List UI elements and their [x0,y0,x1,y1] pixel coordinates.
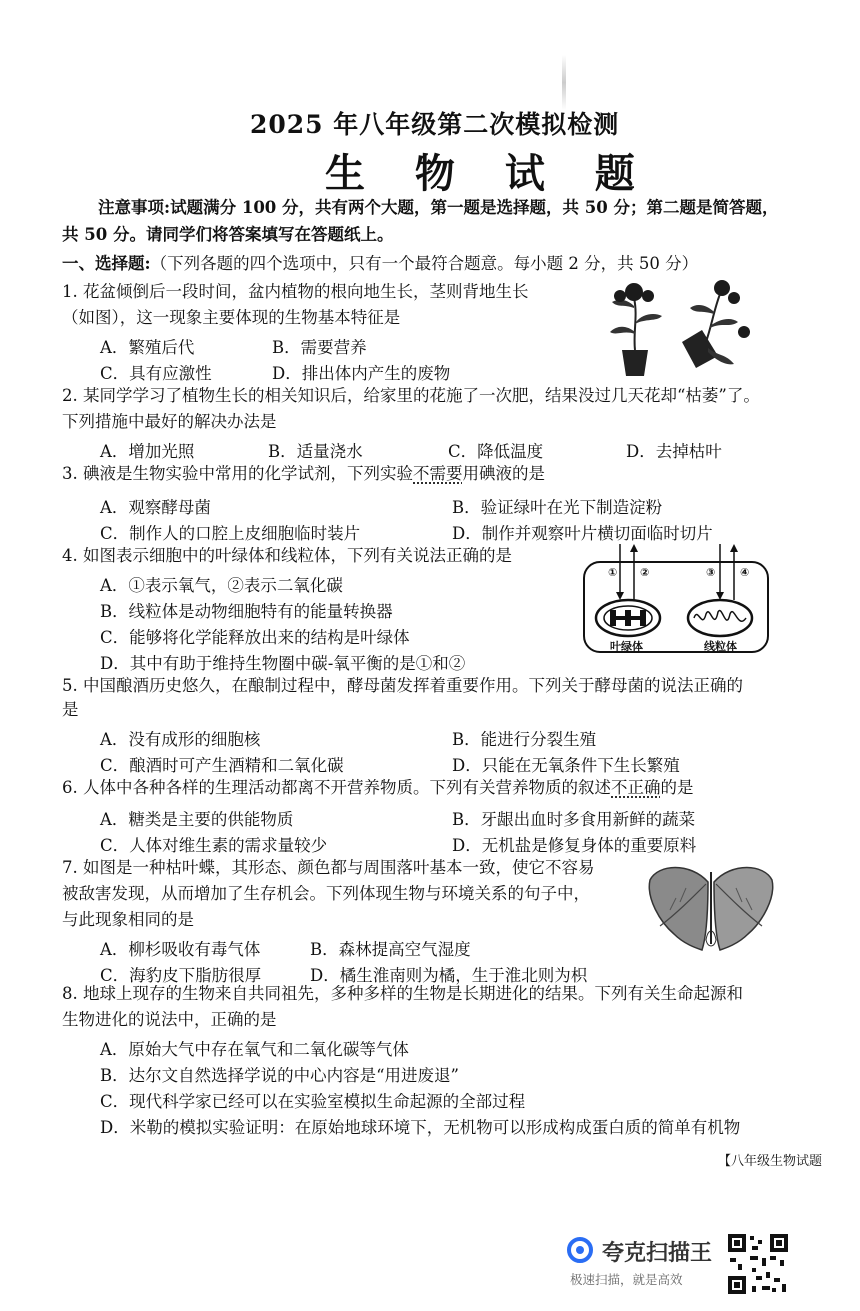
plant-tilted-icon [682,280,750,368]
marker-label-1: ① [608,566,618,579]
q3-stem-post: 用碘液的是 [462,464,545,483]
q6-option-d: D．无机盐是修复身体的重要原料 [452,836,697,855]
marker-label-3: ③ [706,566,716,579]
scan-artifact [562,55,566,110]
q4-option-b: B．线粒体是动物细胞特有的能量转换器 [100,602,393,621]
q2-option-c: C．降低温度 [448,442,544,461]
q4-organelle-figure [580,542,772,658]
plant-upright-icon [610,283,662,376]
q2-option-d: D．去掉枯叶 [626,442,722,461]
q6-stem [62,778,694,798]
marker-label-4: ④ [740,566,750,579]
q5-option-c: C．酿酒时可产生酒精和二氧化碳 [100,756,344,775]
q6-option-a: A．糖类是主要的供能物质 [100,810,294,829]
q8-option-c: C．现代科学家已经可以在实验室模拟生命起源的全部过程 [100,1092,526,1111]
q2-option-a: A．增加光照 [100,442,195,461]
dead-leaf-butterfly-icon [649,868,772,951]
q7-stem-1: 7. 如图是一种枯叶蝶，其形态、颜色都与周围落叶基本一致，使它不容易 [62,858,595,877]
q1-option-b: B．需要营养 [272,338,367,357]
brand-name: 夸克扫描王 [602,1241,713,1266]
q6-stem-post: 的是 [660,778,694,797]
q7-stem-2: 被敌害发现，从而增加了生存机会。下列体现生物与环境关系的句子中， [62,884,590,903]
subject-title: 生 物 试 题 [325,150,653,197]
mitochondrion-label: 线粒体 [704,640,737,653]
q3-option-c: C．制作人的口腔上皮细胞临时装片 [100,524,361,543]
q8-option-b: B．达尔文自然选择学说的中心内容是“用进废退” [100,1066,459,1085]
q2-option-b: B．适量浇水 [268,442,363,461]
q6-option-b: B．牙龈出血时多食用新鲜的蔬菜 [452,810,696,829]
q7-butterfly-figure [646,858,776,958]
page-footer-tag: 【八年级生物试题 [718,1154,823,1169]
q8-option-a: A．原始大气中存在氧气和二氧化碳等气体 [100,1040,409,1059]
q7-option-b: B．森林提高空气湿度 [310,940,471,959]
q4-option-a: A．①表示氧气，②表示二氧化碳 [100,576,343,595]
brand-slogan: 极速扫描，就是高效 [570,1272,683,1287]
q4-option-c: C．能够将化学能释放出来的结构是叶绿体 [100,628,410,647]
notice-line-1 [98,198,778,218]
q5-option-d: D．只能在无氧条件下生长繁殖 [452,756,680,775]
q8-option-d: D．米勒的模拟实验证明：在原始地球环境下，无机物可以形成构成蛋白质的简单有机物 [100,1118,741,1137]
q2-stem-1: 2. 某同学学习了植物生长的相关知识后，给家里的花施了一次肥，结果没过几天花却“枯萎”了。 [62,386,760,405]
chloroplast-label: 叶绿体 [610,640,643,653]
q4-option-d: D．其中有助于维持生物圈中碳-氧平衡的是①和② [100,654,466,673]
notice-line-2: 共 50 分。请同学们将答案填写在答题纸上。 [62,225,394,244]
q5-option-b: B．能进行分裂生殖 [452,730,597,749]
q3-stem-emphasis: 不需要 [413,464,463,483]
arrow-marker-3 [716,544,724,600]
q3-option-b: B．验证绿叶在光下制造淀粉 [452,498,663,517]
q5-option-a: A．没有成形的细胞核 [100,730,261,749]
q7-option-d: D．橘生淮南则为橘，生于淮北则为枳 [310,966,588,985]
notice-label: 注意事项: [98,198,171,217]
q5-stem-1: 5. 中国酿酒历史悠久，在酿制过程中，酵母菌发挥着重要作用。下列关于酵母菌的说法正确的 [62,676,743,695]
q5-stem-2: 是 [62,700,79,719]
arrow-marker-4 [730,544,738,600]
q8-stem-2: 生物进化的说法中，正确的是 [62,1010,277,1029]
section-1-label: 一、选择题: [62,254,151,273]
scanner-watermark [566,1232,806,1296]
q2-stem-2: 下列措施中最好的解决办法是 [62,412,277,431]
q3-option-a: A．观察酵母菌 [100,498,211,517]
q1-option-c: C．具有应激性 [100,364,212,383]
q1-plant-figure [602,272,762,380]
q1-option-a: A．繁殖后代 [100,338,195,357]
chloroplast-icon [596,600,660,636]
q8-stem-1: 8. 地球上现存的生物来自共同祖先，多种多样的生物是长期进化的结果。下列有关生命起源和 [62,984,743,1003]
quark-logo-icon [566,1236,594,1264]
section-1-header [62,254,698,274]
qr-code-icon [726,1232,790,1296]
q1-stem-2: （如图），这一现象主要体现的生物基本特征是 [62,308,401,327]
q1-stem-1: 1. 花盆倾倒后一段时间，盆内植物的根向地生长，茎则背地生长 [62,282,529,301]
q3-option-d: D．制作并观察叶片横切面临时切片 [452,524,713,543]
q4-stem: 4. 如图表示细胞中的叶绿体和线粒体，下列有关说法正确的是 [62,546,512,565]
notice-text-1: 试题满分 100 分，共有两个大题，第一题是选择题，共 50 分；第二题是简答题， [170,198,779,217]
q7-option-c: C．海豹皮下脂肪很厚 [100,966,262,985]
q6-stem-pre: 6. 人体中各种各样的生理活动都离不开营养物质。下列有关营养物质的叙述 [62,778,611,797]
q7-stem-3: 与此现象相同的是 [62,910,194,929]
section-1-desc: （下列各题的四个选项中，只有一个最符合题意。每小题 2 分，共 50 分） [150,254,699,273]
q3-stem-pre: 3. 碘液是生物实验中常用的化学试剂，下列实验 [62,464,413,483]
q6-stem-emphasis: 不正确 [611,778,661,797]
q7-option-a: A．柳杉吸收有毒气体 [100,940,261,959]
arrow-marker-2 [630,544,638,600]
exam-title: 2025 年八年级第二次模拟检测 [250,110,620,139]
marker-label-2: ② [640,566,650,579]
q6-option-c: C．人体对维生素的需求量较少 [100,836,328,855]
mitochondrion-icon [688,600,752,636]
q3-stem [62,464,545,484]
q1-option-d: D．排出体内产生的废物 [272,364,451,383]
